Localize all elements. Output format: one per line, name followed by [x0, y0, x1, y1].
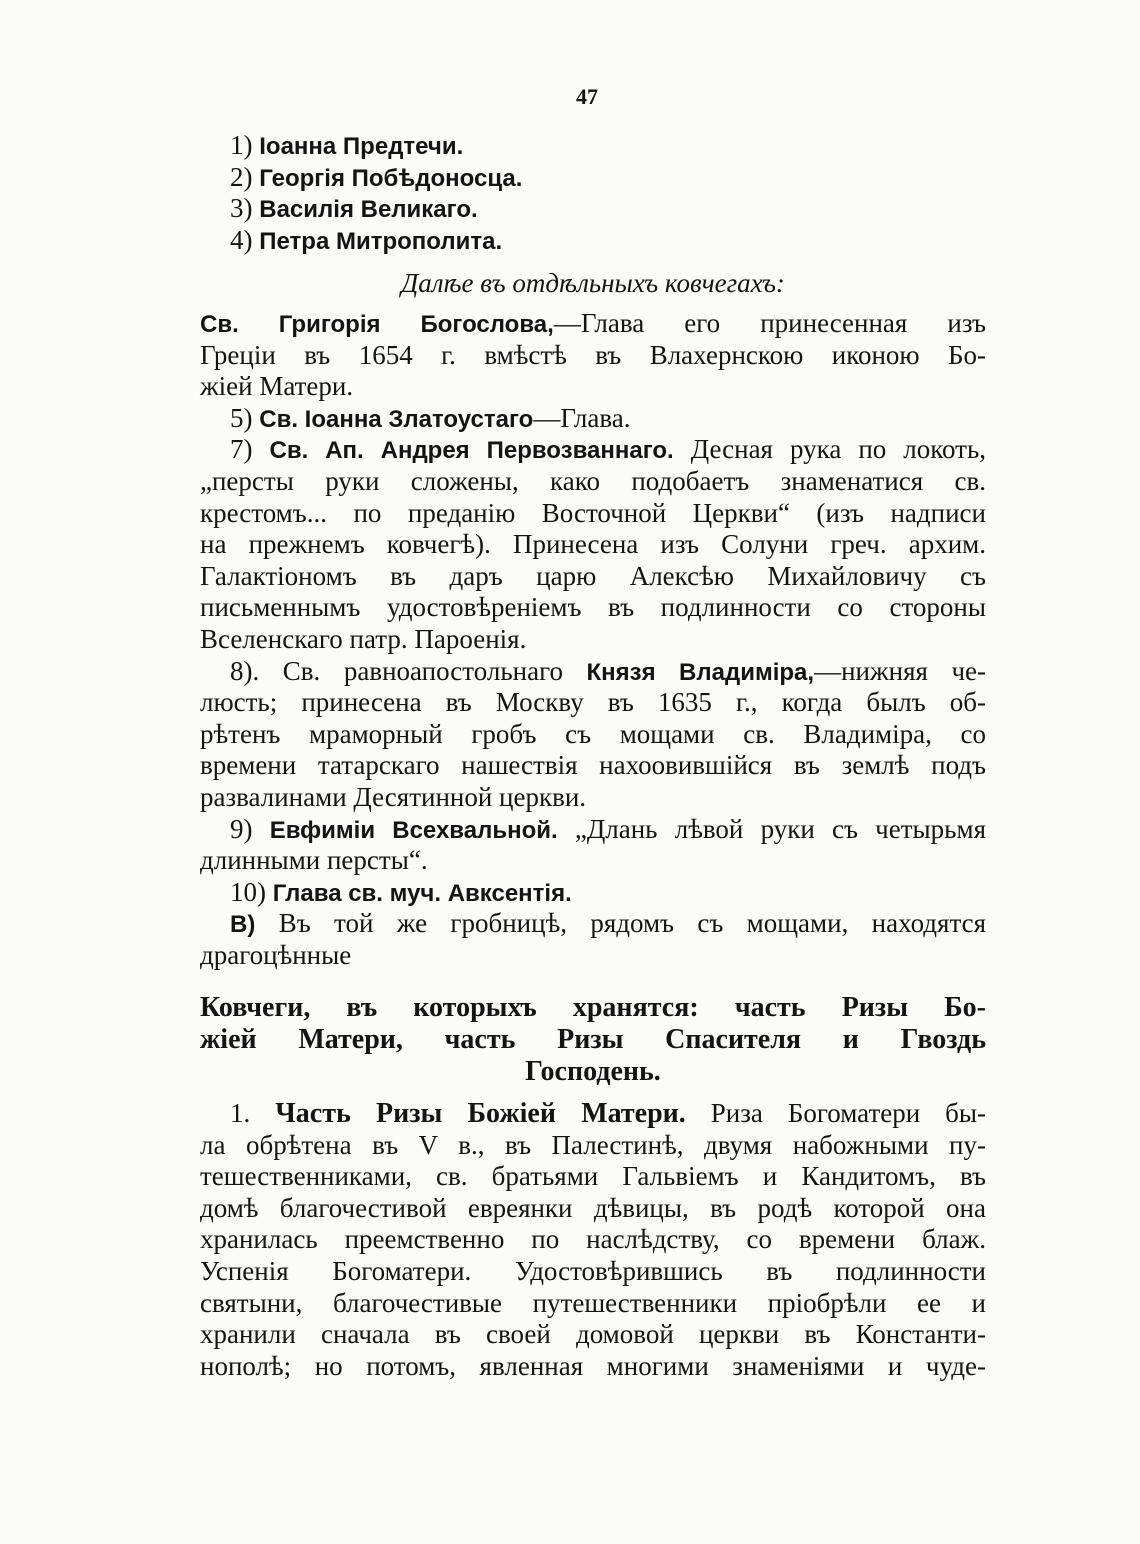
paragraph-item8: 8). Св. равноапостольнаго Князя Владиміра,—нижняя че- — [230, 655, 987, 686]
paragraph-item5: 5) Св. Іоанна Златоустаго—Глава. — [230, 402, 631, 433]
paragraph-item7: 7) Св. Ап. Андрея Первозваннаго. Десная рука по локоть, — [230, 434, 987, 465]
paragraph-item10: 10) Глава св. муч. Авксентія. — [230, 876, 572, 907]
paragraph-item-v: В) Въ той же гробницѣ, рядомъ съ мощами, находятся — [230, 908, 986, 939]
paragraph-section1: 1. Часть Ризы Божіей Матери. Риза Богоматери бы- — [230, 1098, 987, 1129]
relics-list — [200, 130, 986, 256]
paragraph-item9: 9) Евфиміи Всехвальной. „Длань лѣвой руки съ четырьмя — [230, 813, 986, 844]
page-number: 47 — [576, 84, 598, 109]
paragraph-grigoriy: Св. Григорія Богослова,—Глава его принесенная изъ — [200, 308, 986, 338]
list-item: 1) Іоанна Предтечи. — [230, 130, 464, 160]
section-heading: Ковчеги, въ которыхъ хранятся: часть Ризы Бо- жіей Матери, часть Ризы Спасителя и Гвоздь Господень. — [200, 992, 986, 1087]
section-1-text: 1. Часть Ризы Божіей Матери. Риза Богоматери бы- ла обрѣтена въ V в., въ Палестинѣ, двумя набожными пу- тешественниками, св. братьями Гальвіемъ и Кандитомъ, въ домѣ благочестивой евреянки дѣвицы, въ родѣ которой она хранилась преемственно по наслѣдству, со времени блаж. Успенія Богоматери. Удостовѣрившись въ подлинности святыни, благочестивые путешественники пріобрѣли ее и хранили сначала въ своей домовой церкви въ Константи- нополѣ; но потомъ, явленная многими знаменіями и чуде- — [200, 1098, 987, 1381]
list-item: 2) Георгія Побѣдоносца. — [230, 161, 523, 192]
list-item: 3) Василія Великаго. — [230, 193, 478, 224]
body-text: Св. Григорія Богослова,—Глава его принесенная изъ Греціи въ 1654 г. вмѣстѣ въ Влахернскою иконою Бо- жіей Матери. 5) Св. Іоанна Златоустаго—Глава. 7) Св. Ап. Андрея Первозваннаго. Десная рука по локоть, „персты руки сложены, како подобаетъ знаменатися св. крестомъ... по преданію Восточной Церкви“ (изъ надписи на прежнемъ ковчегѣ). Принесена изъ Солуни греч. архим. Галактіономъ въ даръ царю Алексѣю Михайловичу съ письменнымъ удостовѣреніемъ въ подлинности со стороны Вселенскаго патр. Пароенія. 8). Св. равноапостольнаго Князя Владиміра,—нижняя че- люсть; принесена въ Москву въ 1635 г., когда былъ об- рѣтенъ мраморный гробъ съ мощами св. Владиміра, со времени татарскаго нашествія нахоовившійся въ землѣ подъ развалинами Десятинной церкви. 9) Евфиміи Всехвальной. „Длань лѣвой руки съ четырьмя длинными персты“. 10) Глава св. муч. Авксентія. В) Въ той же гробницѣ, рядомъ съ мощами, находятся драгоцѣнные — [200, 308, 987, 970]
list-item: 4) Петра Митрополита. — [230, 224, 503, 255]
subheading: Далѣе въ отдѣльныхъ ковчегахъ: — [401, 268, 785, 298]
